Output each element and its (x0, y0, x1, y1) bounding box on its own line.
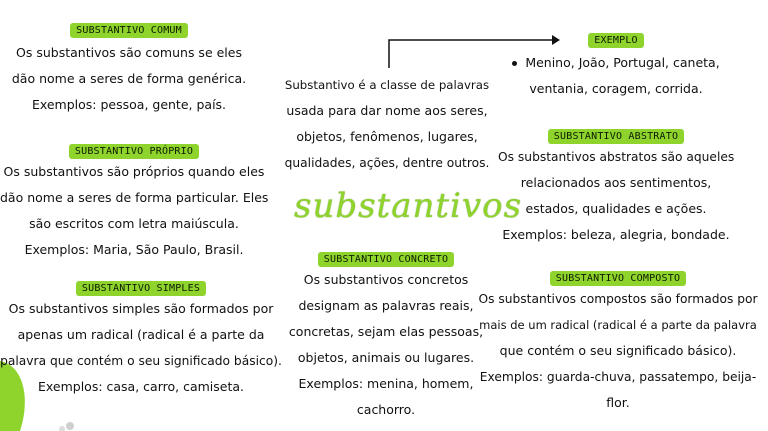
composto-line: Os substantivos compostos são formados por (478, 292, 758, 306)
comum-line: Os substantivos são comuns se eles (16, 45, 242, 60)
composto-line: mais de um radical (radical é a parte da palavra (479, 318, 757, 332)
proprio-line: Exemplos: Maria, São Paulo, Brasil. (24, 242, 244, 257)
abstrato-line: relacionados aos sentimentos, (520, 175, 712, 190)
proprio-line: dão nome a seres de forma particular. Eles (0, 190, 269, 205)
bullet-icon (512, 61, 517, 66)
simples-line: palavra que contém o seu significado básico). (0, 354, 282, 368)
section-simples (0, 276, 282, 400)
concreto-line: Os substantivos concretos (303, 272, 469, 287)
tag-exemplo: EXEMPLO (588, 33, 644, 48)
definicao-line: usada para dar nome aos seres, (286, 103, 488, 118)
definicao-line: qualidades, ações, dentre outros. (284, 156, 490, 170)
composto-line: que contém o seu significado básico). (499, 343, 737, 358)
tag-composto: SUBSTANTIVO COMPOSTO (550, 271, 686, 286)
concreto-line: Exemplos: menina, homem, (298, 376, 474, 391)
definicao-line: Substantivo é a classe de palavras (284, 78, 490, 92)
tag-concreto: SUBSTANTIVO CONCRETO (318, 252, 454, 267)
section-proprio (0, 139, 268, 263)
concreto-line: designam as palavras reais, (298, 298, 474, 313)
composto-line: flor. (606, 395, 630, 410)
page-title: substantivos (294, 186, 523, 226)
concreto-line: cachorro. (356, 402, 416, 417)
exemplo-text: Menino, João, Portugal, caneta, (525, 55, 720, 70)
exemplo-line (500, 50, 732, 76)
proprio-line: são escritos com letra maiúscula. (29, 216, 239, 231)
tag-abstrato: SUBSTANTIVO ABSTRATO (548, 129, 684, 144)
tag-comum: SUBSTANTIVO COMUM (70, 23, 188, 38)
comum-line: Exemplos: pessoa, gente, país. (31, 97, 227, 112)
section-abstrato (498, 124, 734, 248)
comum-line: dão nome a seres de forma genérica. (11, 71, 247, 86)
definicao-line: objetos, fenômenos, lugares, (296, 129, 478, 144)
abstrato-line: estados, qualidades e ações. (525, 201, 707, 216)
simples-line: Exemplos: casa, carro, camiseta. (37, 379, 244, 394)
section-comum (0, 18, 258, 118)
simples-line: Os substantivos simples são formados por (8, 301, 274, 316)
tag-proprio: SUBSTANTIVO PRÓPRIO (69, 144, 199, 159)
simples-line: apenas um radical (radical é a parte da (17, 327, 265, 342)
section-composto (478, 266, 758, 416)
abstrato-line: Os substantivos abstratos são aqueles (498, 150, 735, 164)
concreto-line: concretas, sejam elas pessoas, (288, 324, 484, 339)
concreto-line: objetos, animais ou lugares. (297, 350, 475, 365)
tag-simples: SUBSTANTIVO SIMPLES (76, 281, 206, 296)
exemplo-line: ventania, coragem, corrida. (529, 81, 703, 96)
composto-line: Exemplos: guarda-chuva, passatempo, beija- (479, 370, 757, 384)
proprio-line: Os substantivos são próprios quando eles (3, 164, 265, 179)
abstrato-line: Exemplos: beleza, alegria, bondade. (502, 227, 730, 242)
section-exemplo (500, 28, 732, 102)
section-concreto (288, 247, 484, 423)
section-definicao (284, 72, 490, 176)
